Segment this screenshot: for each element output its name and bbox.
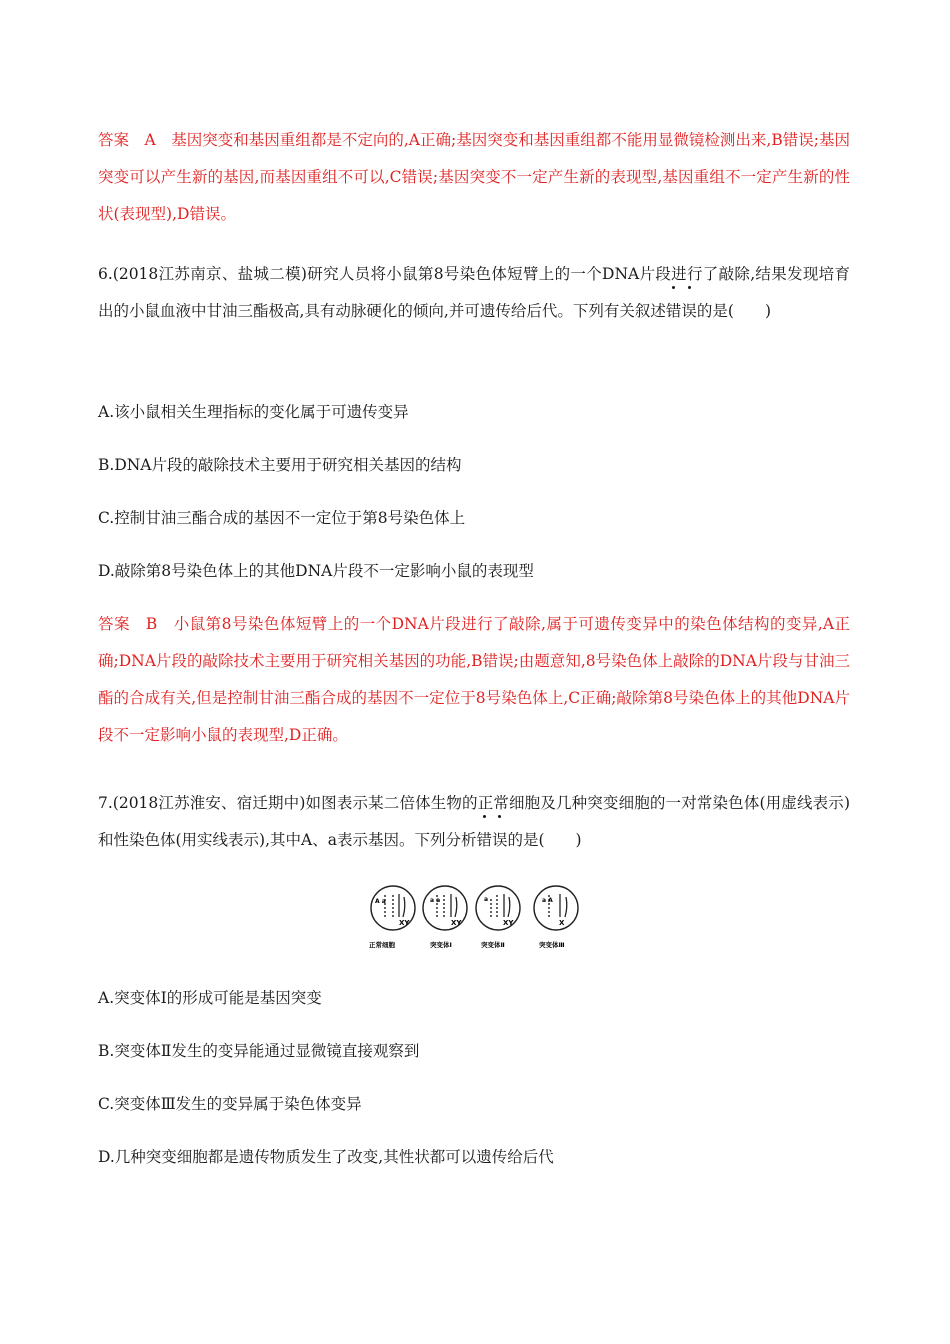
cell-mutant-3-label: 突变体Ⅲ <box>539 941 565 949</box>
cell-mutant-1-genes: a a <box>430 897 441 904</box>
q6-emphasis-1: 错 <box>666 293 682 330</box>
q7-emphasis-1: 错 <box>476 822 492 859</box>
q6-option-d: D.敲除第8号染色体上的其他DNA片段不一定影响小鼠的表现型 <box>98 562 534 580</box>
cell-normal-label: 正常细胞 <box>369 941 395 949</box>
cell-mutant-1-sex: XY <box>451 919 462 927</box>
cell-mutant-3-genes: a A <box>542 897 553 904</box>
cell-mutant-2-sex: XY <box>503 919 514 927</box>
answer-5: 答案 A 基因突变和基因重组都是不定向的,A正确;基因突变和基因重组都不能用显微镜检测出来,B错误;基因突变可以产生新的基因,而基因重组不可以,C错误;基因突变不一定产生新的表现型,基因重组不一定产生新的性状(表现型),D错误。 <box>98 131 850 223</box>
answer-6: 答案 B 小鼠第8号染色体短臂上的一个DNA片段进行了敲除,属于可遗传变异中的染色体结构的变异,A正确;DNA片段的敲除技术主要用于研究相关基因的功能,B错误;由题意知,8号染色体上敲除的DNA片段与甘油三酯的合成有关,但是控制甘油三酯合成的基因不一定位于8号染色体上,C正确;敲除第8号染色体上的其他DNA片段不一定影响小鼠的表现型,D正确。 <box>98 615 850 744</box>
cell-mutant-2-label: 突变体Ⅱ <box>481 941 505 949</box>
q6-stem-before: 6.(2018江苏南京、盐城二模)研究人员将小鼠第8号染色体短臂上的一个DNA片段进行了敲除,结果发现培育出的小鼠血液中甘油三酯极高,具有动脉硬化的倾向,并可遗传给后代。下列有关叙述 <box>98 265 850 320</box>
cell-mutant-1 <box>423 886 467 949</box>
cell-mutant-3 <box>534 886 578 949</box>
q7-option-b: B.突变体Ⅱ发生的变异能通过显微镜直接观察到 <box>98 1042 420 1060</box>
question-7-stem <box>98 785 850 859</box>
chromosome-figure <box>366 883 586 955</box>
cell-mutant-2 <box>476 886 520 949</box>
cell-normal-sex: XY <box>399 919 410 927</box>
q7-option-a: A.突变体Ⅰ的形成可能是基因突变 <box>98 989 322 1007</box>
q7-option-d: D.几种突变细胞都是遗传物质发生了改变,其性状都可以遗传给后代 <box>98 1148 554 1166</box>
q7-stem-after: 的是( ) <box>507 831 582 849</box>
cell-normal-genes: A a <box>375 898 386 905</box>
cell-mutant-1-label: 突变体Ⅰ <box>430 941 452 949</box>
q6-option-b: B.DNA片段的敲除技术主要用于研究相关基因的结构 <box>98 456 462 474</box>
q6-emphasis-2: 误 <box>681 293 697 330</box>
q7-option-c: C.突变体Ⅲ发生的变异属于染色体变异 <box>98 1095 362 1113</box>
cell-mutant-3-sex: X <box>559 919 565 927</box>
q7-emphasis-2: 误 <box>492 822 508 859</box>
cell-normal <box>369 886 415 949</box>
q6-option-c: C.控制甘油三酯合成的基因不一定位于第8号染色体上 <box>98 509 466 527</box>
q6-option-a: A.该小鼠相关生理指标的变化属于可遗传变异 <box>98 403 409 421</box>
q7-stem-before: 7.(2018江苏淮安、宿迁期中)如图表示某二倍体生物的正常细胞及几种突变细胞的一对常染色体(用虚线表示)和性染色体(用实线表示),其中A、a表示基因。下列分析 <box>98 794 850 849</box>
question-6-stem <box>98 256 850 330</box>
cell-mutant-2-genes: a <box>484 896 489 903</box>
q6-stem-after: 的是( ) <box>696 302 771 320</box>
